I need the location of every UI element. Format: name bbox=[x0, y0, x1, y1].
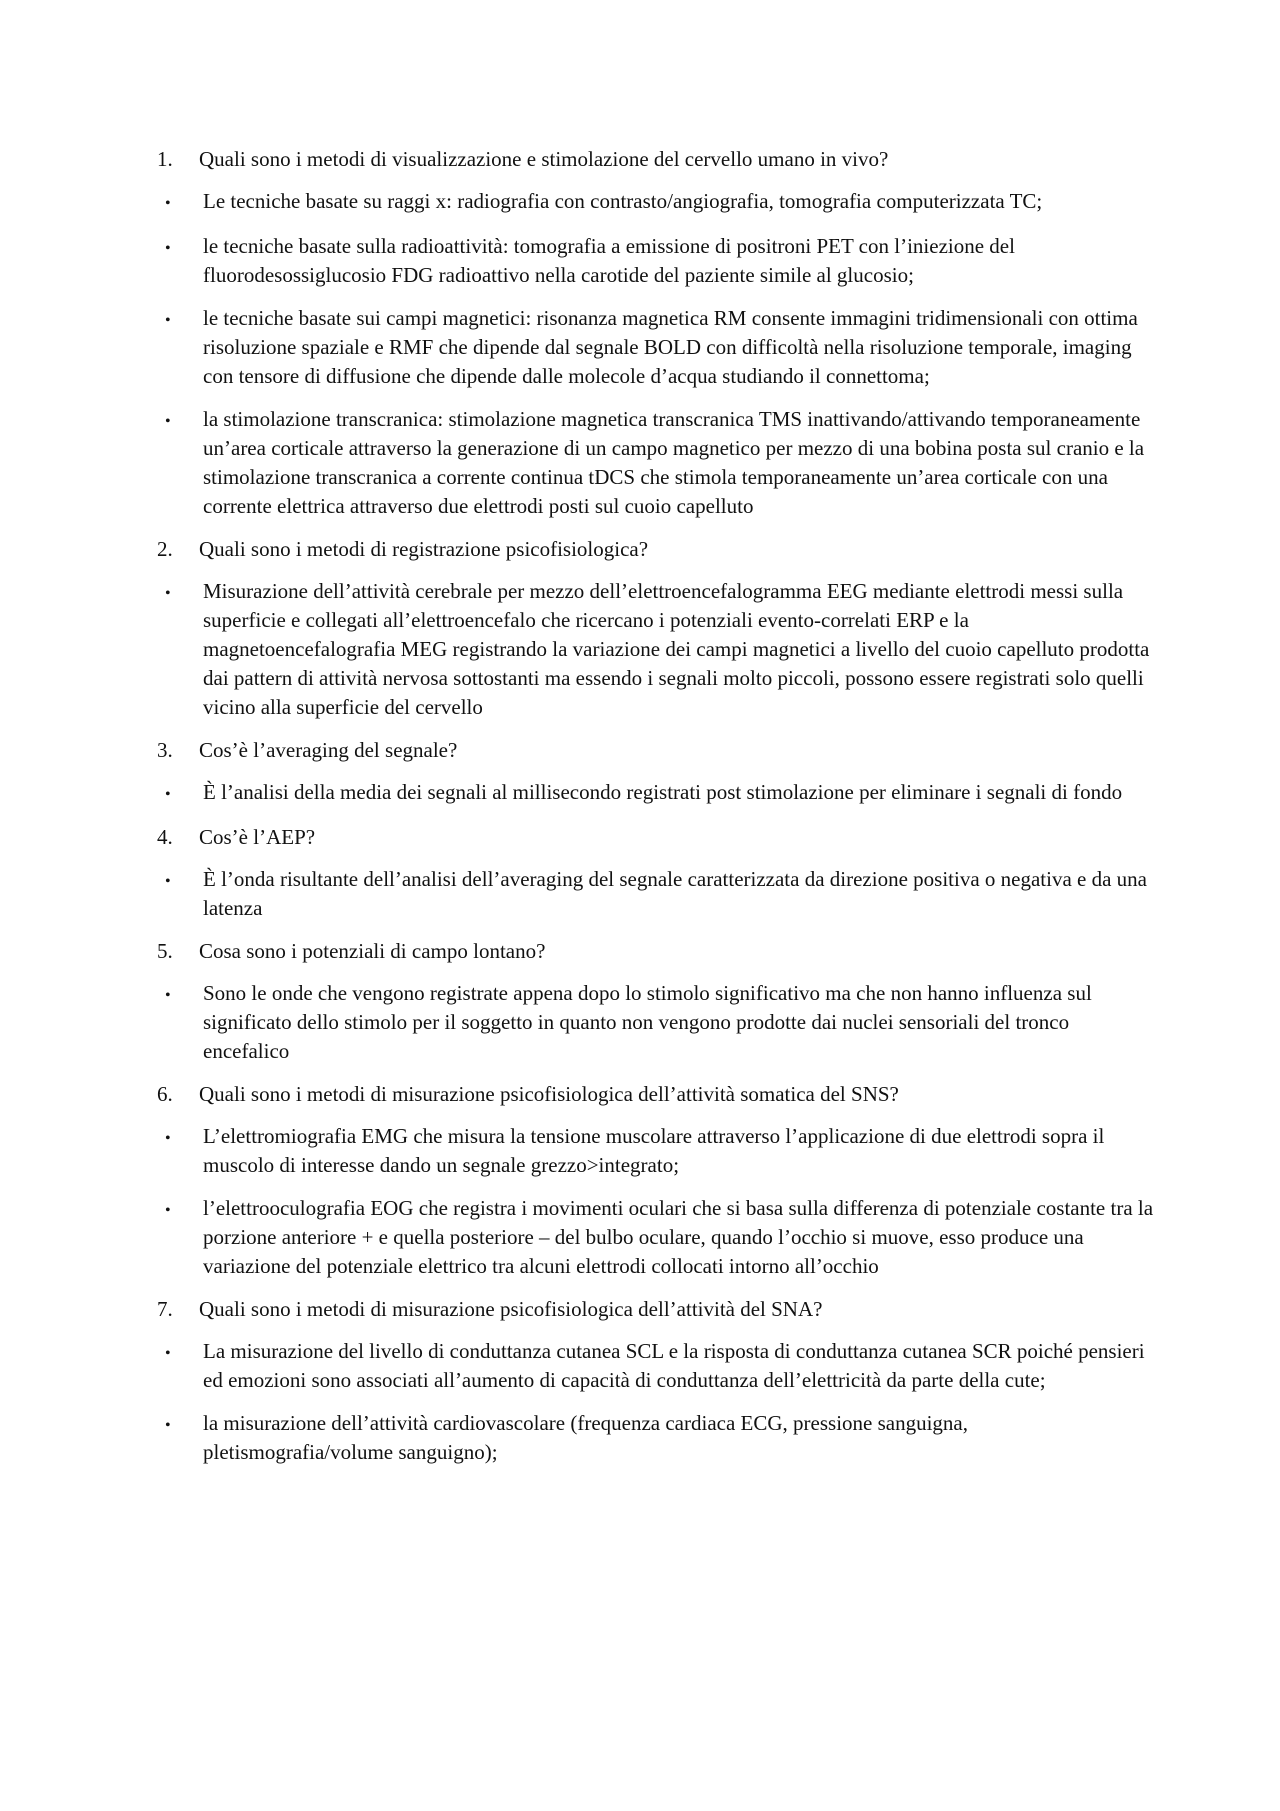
answer-item bbox=[155, 577, 1155, 722]
answer-item bbox=[155, 1409, 1155, 1467]
question-number: 4. bbox=[157, 825, 173, 849]
bullet-icon: • bbox=[165, 873, 171, 890]
bullet-icon: • bbox=[165, 1417, 171, 1434]
bullet-icon: • bbox=[165, 1130, 171, 1147]
question-number: 5. bbox=[157, 939, 173, 963]
question-5 bbox=[155, 937, 1155, 965]
bullet-icon: • bbox=[165, 1202, 171, 1219]
question-text: Cos’è l’AEP? bbox=[199, 825, 316, 849]
answer-text: l’elettrooculografia EOG che registra i movimenti oculari che si basa sulla differenza di potenziale costante tra la porzione anteriore + e quella posteriore – del bulbo oculare, quando l’occhio si muove, esso produce una variazione del potenziale elettrico tra alcuni elettrodi collocati intorno all’occhio bbox=[203, 1196, 1154, 1278]
answer-item bbox=[155, 232, 1155, 290]
bullet-icon: • bbox=[165, 312, 171, 329]
question-number: 3. bbox=[157, 738, 173, 762]
answer-item bbox=[155, 865, 1155, 923]
answer-item bbox=[155, 304, 1155, 391]
question-text: Cosa sono i potenziali di campo lontano? bbox=[199, 939, 546, 963]
bullet-icon: • bbox=[165, 987, 171, 1004]
answer-item bbox=[155, 1194, 1155, 1281]
question-1 bbox=[155, 145, 1155, 173]
answer-item bbox=[155, 778, 1155, 809]
bullet-icon: • bbox=[165, 240, 171, 257]
bullet-icon: • bbox=[165, 786, 171, 803]
bullet-icon: • bbox=[165, 585, 171, 602]
answer-item bbox=[155, 187, 1155, 218]
answer-text: le tecniche basate sui campi magnetici: risonanza magnetica RM consente immagini tridimensionali con ottima risoluzione spaziale e RMF che dipende dal segnale BOLD con difficoltà nella risoluzione temporale, imaging con tensore di diffusione che dipende dalle molecole d’acqua studiando il connettoma; bbox=[203, 306, 1138, 388]
question-number: 2. bbox=[157, 537, 173, 561]
answer-text: Le tecniche basate su raggi x: radiografia con contrasto/angiografia, tomografia computerizzata TC; bbox=[203, 189, 1043, 213]
question-3 bbox=[155, 736, 1155, 764]
answer-item bbox=[155, 405, 1155, 521]
question-text: Quali sono i metodi di misurazione psicofisiologica dell’attività somatica del SNS? bbox=[199, 1082, 899, 1106]
answer-text: la misurazione dell’attività cardiovascolare (frequenza cardiaca ECG, pressione sanguigna, pletismografia/volume sanguigno); bbox=[203, 1411, 968, 1464]
answer-item bbox=[155, 1337, 1155, 1395]
question-4 bbox=[155, 823, 1155, 851]
question-number: 1. bbox=[157, 147, 173, 171]
answer-text: la stimolazione transcranica: stimolazione magnetica transcranica TMS inattivando/attivando temporaneamente un’area corticale attraverso la generazione di un campo magnetico per mezzo di una bobina posta sul cranio e la stimolazione transcranica a corrente continua tDCS che stimola temporaneamente un’area corticale con una corrente elettrica attraverso due elettrodi posti sul cuoio capelluto bbox=[203, 407, 1145, 518]
question-6 bbox=[155, 1080, 1155, 1108]
answer-text: È l’onda risultante dell’analisi dell’averaging del segnale caratterizzata da direzione positiva o negativa e da una latenza bbox=[203, 867, 1147, 920]
question-text: Quali sono i metodi di misurazione psicofisiologica dell’attività del SNA? bbox=[199, 1297, 823, 1321]
question-number: 6. bbox=[157, 1082, 173, 1106]
answer-text: La misurazione del livello di conduttanza cutanea SCL e la risposta di conduttanza cutanea SCR poiché pensieri ed emozioni sono associati all’aumento di capacità di conduttanza dell’elettricità da parte della cute; bbox=[203, 1339, 1145, 1392]
answer-text: Misurazione dell’attività cerebrale per mezzo dell’elettroencefalogramma EEG mediante elettrodi messi sulla superficie e collegati all’elettroencefalo che ricercano i potenziali evento-correlati ERP e la magnetoencefalografia MEG registrando la variazione dei campi magnetici a livello del cuoio capelluto prodotta dai pattern di attività nervosa sottostanti ma essendo i segnali molto piccoli, possono essere registrati solo quelli vicino alla superficie del cervello bbox=[203, 579, 1150, 719]
bullet-icon: • bbox=[165, 1345, 171, 1362]
bullet-icon: • bbox=[165, 413, 171, 430]
question-text: Quali sono i metodi di registrazione psicofisiologica? bbox=[199, 537, 649, 561]
question-7 bbox=[155, 1295, 1155, 1323]
question-list bbox=[155, 145, 1155, 1481]
answer-item bbox=[155, 979, 1155, 1066]
question-2 bbox=[155, 535, 1155, 563]
answer-item bbox=[155, 1122, 1155, 1180]
question-text: Quali sono i metodi di visualizzazione e stimolazione del cervello umano in vivo? bbox=[199, 147, 889, 171]
answer-text: L’elettromiografia EMG che misura la tensione muscolare attraverso l’applicazione di due elettrodi sopra il muscolo di interesse dando un segnale grezzo>integrato; bbox=[203, 1124, 1105, 1177]
question-text: Cos’è l’averaging del segnale? bbox=[199, 738, 458, 762]
answer-text: È l’analisi della media dei segnali al millisecondo registrati post stimolazione per eliminare i segnali di fondo bbox=[203, 780, 1123, 804]
answer-text: le tecniche basate sulla radioattività: tomografia a emissione di positroni PET con l’iniezione del fluorodesossiglucosio FDG radioattivo nella carotide del paziente simile al glucosio; bbox=[203, 234, 1015, 287]
bullet-icon: • bbox=[165, 195, 171, 212]
question-number: 7. bbox=[157, 1297, 173, 1321]
answer-text: Sono le onde che vengono registrate appena dopo lo stimolo significativo ma che non hanno influenza sul significato dello stimolo per il soggetto in quanto non vengono prodotte dai nuclei sensoriali del tronco encefalico bbox=[203, 981, 1092, 1063]
